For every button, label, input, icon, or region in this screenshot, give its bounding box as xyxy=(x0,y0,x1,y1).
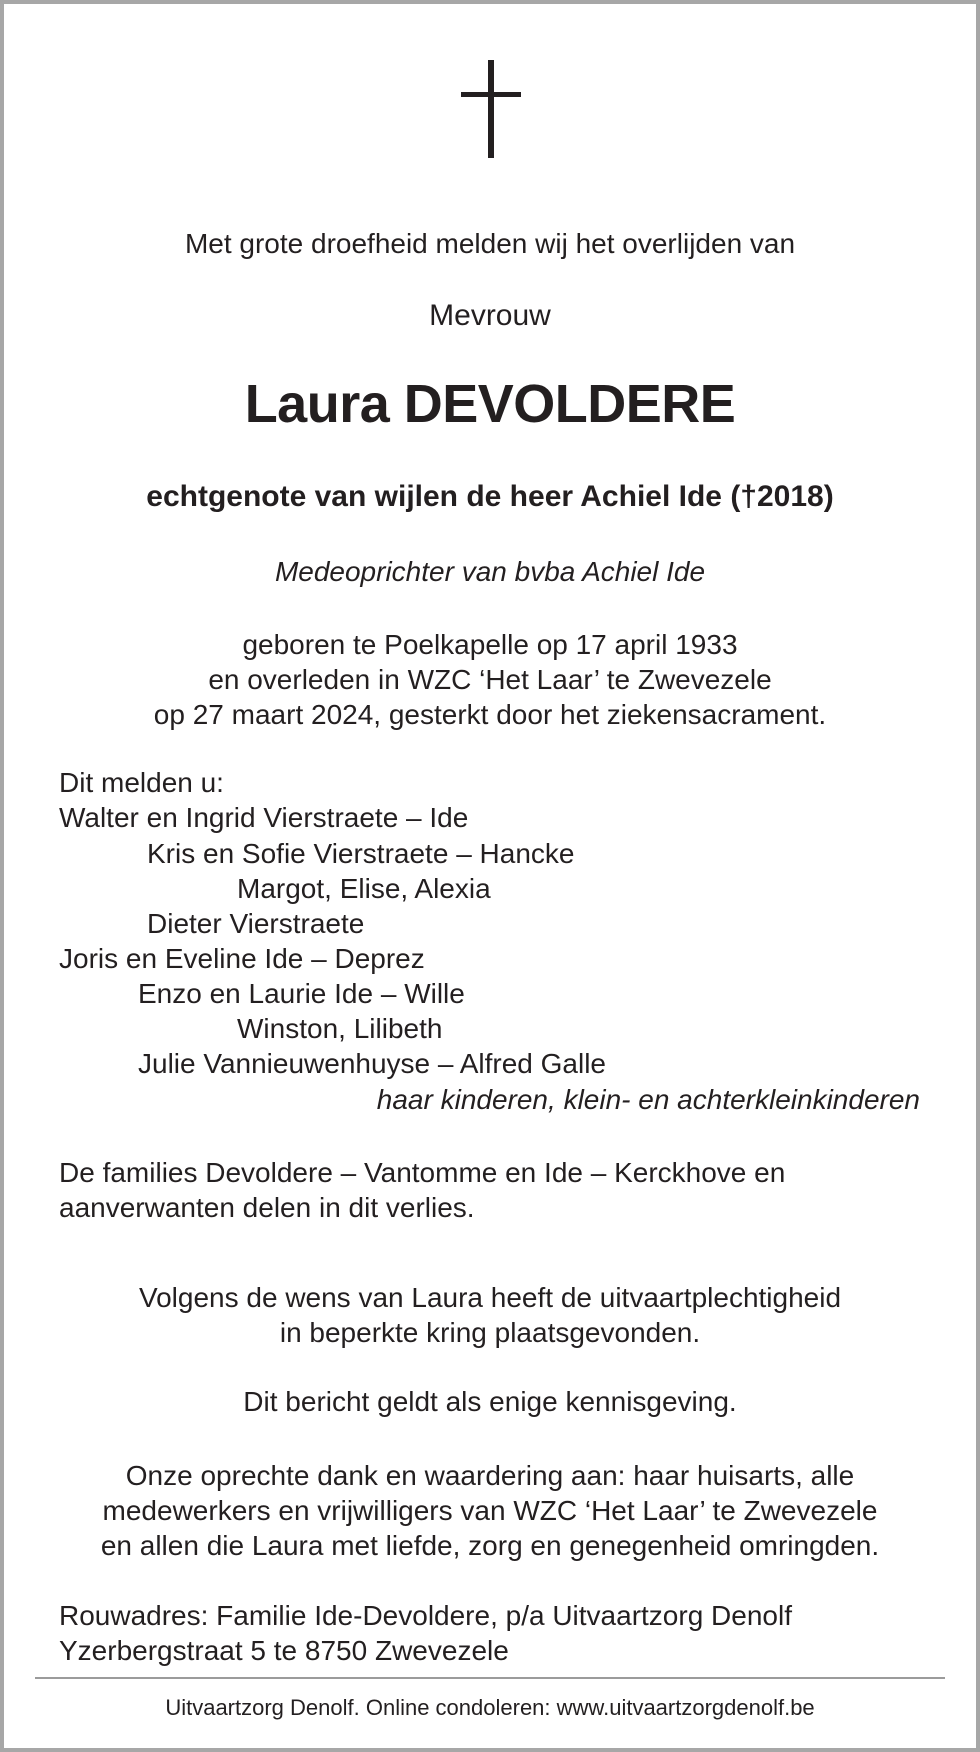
thanks-line: medewerkers en vrijwilligers van WZC ‘Het Laar’ te Zwevezele xyxy=(102,1495,878,1526)
ceremony-line: in beperkte kring plaatsgevonden. xyxy=(279,1317,701,1348)
family-line: Julie Vannieuwenhuyse – Alfred Galle xyxy=(138,1048,607,1079)
footer-divider xyxy=(35,1677,945,1679)
spouse-line: echtgenote van wijlen de heer Achiel Ide (†2018) xyxy=(146,480,834,513)
family-line: Walter en Ingrid Vierstraete – Ide xyxy=(59,802,469,833)
salutation: Mevrouw xyxy=(429,299,551,332)
family-line: Kris en Sofie Vierstraete – Hancke xyxy=(147,838,575,869)
thanks-line: en allen die Laura met liefde, zorg en genegenheid omringden. xyxy=(100,1530,880,1561)
address-line: Rouwadres: Familie Ide-Devoldere, p/a Uitvaartzorg Denolf xyxy=(59,1600,792,1631)
footer-text: Uitvaartzorg Denolf. Online condoleren: www.uitvaartzorgdenolf.be xyxy=(165,1695,815,1720)
deceased-name: Laura DEVOLDERE xyxy=(244,374,736,434)
notice-line: Dit bericht geldt als enige kennisgeving. xyxy=(243,1386,737,1417)
family-relation: haar kinderen, klein- en achterkleinkinderen xyxy=(376,1084,920,1115)
family-line: Enzo en Laurie Ide – Wille xyxy=(138,978,465,1009)
birth-line: geboren te Poelkapelle op 17 april 1933 xyxy=(242,629,738,660)
family-line: Dieter Vierstraete xyxy=(147,908,365,939)
thanks-line: Onze oprechte dank en waardering aan: haar huisarts, alle xyxy=(125,1460,855,1491)
family-line: Winston, Lilibeth xyxy=(237,1013,443,1044)
families-line: aanverwanten delen in dit verlies. xyxy=(59,1192,475,1223)
family-line: Margot, Elise, Alexia xyxy=(237,873,491,904)
intro-text: Met grote droefheid melden wij het overlijden van xyxy=(184,228,796,259)
ceremony-line: Volgens de wens van Laura heeft de uitvaartplechtigheid xyxy=(138,1282,842,1313)
family-line: Joris en Eveline Ide – Deprez xyxy=(59,943,425,974)
family-heading: Dit melden u: xyxy=(59,767,224,798)
cross-icon xyxy=(461,60,521,160)
families-line: De families Devoldere – Vantomme en Ide – Kerckhove en xyxy=(59,1157,786,1188)
role-line: Medeoprichter van bvba Achiel Ide xyxy=(274,556,706,587)
death-date-line: op 27 maart 2024, gesterkt door het ziekensacrament. xyxy=(153,699,827,730)
address-line: Yzerbergstraat 5 te 8750 Zwevezele xyxy=(59,1635,509,1666)
death-place-line: en overleden in WZC ‘Het Laar’ te Zwevezele xyxy=(208,664,772,695)
